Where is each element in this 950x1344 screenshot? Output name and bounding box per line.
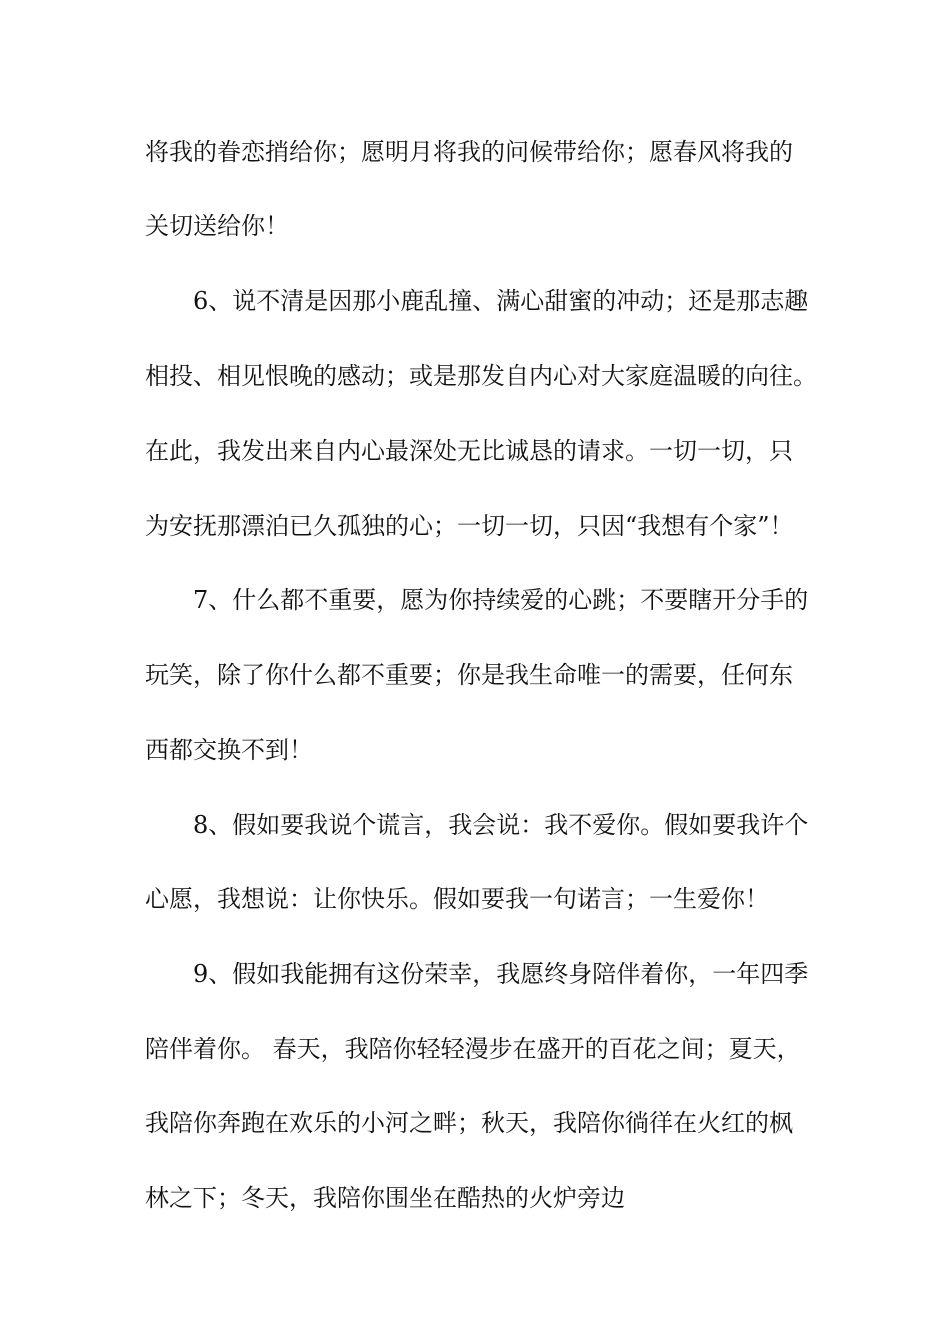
text-line: 相投、相见恨晚的感动；或是那发自内心对大家庭温暖的向往。 xyxy=(145,362,817,390)
text-line: 9、假如我能拥有这份荣幸，我愿终身陪伴着你，一年四季 xyxy=(193,960,809,988)
text-line: 西都交换不到！ xyxy=(145,736,313,764)
text-line: 关切送给你！ xyxy=(145,212,289,240)
text-line: 心愿，我想说：让你快乐。假如要我一句诺言；一生爱你！ xyxy=(145,885,769,913)
text-line: 我陪你奔跑在欢乐的小河之畔；秋天，我陪你徜徉在火红的枫 xyxy=(145,1109,793,1137)
text-line: 为安抚那漂泊已久孤独的心；一切一切，只因“我想有个家”！ xyxy=(145,512,794,540)
text-line: 将我的眷恋捎给你；愿明月将我的问候带给你；愿春风将我的 xyxy=(145,138,793,166)
text-line: 玩笑，除了你什么都不重要；你是我生命唯一的需要，任何东 xyxy=(145,661,793,689)
text-line: 在此，我发出来自内心最深处无比诚恳的请求。一切一切，只 xyxy=(145,437,793,465)
text-line: 林之下；冬天，我陪你围坐在酷热的火炉旁边 xyxy=(145,1184,625,1212)
text-line: 7、什么都不重要，愿为你持续爱的心跳；不要瞎开分手的 xyxy=(193,586,809,614)
text-line: 8、假如要我说个谎言，我会说：我不爱你。假如要我许个 xyxy=(193,811,809,839)
text-line: 陪伴着你。 春天，我陪你轻轻漫步在盛开的百花之间；夏天， xyxy=(145,1035,801,1063)
text-line: 6、说不清是因那小鹿乱撞、满心甜蜜的冲动；还是那志趣 xyxy=(193,287,809,315)
